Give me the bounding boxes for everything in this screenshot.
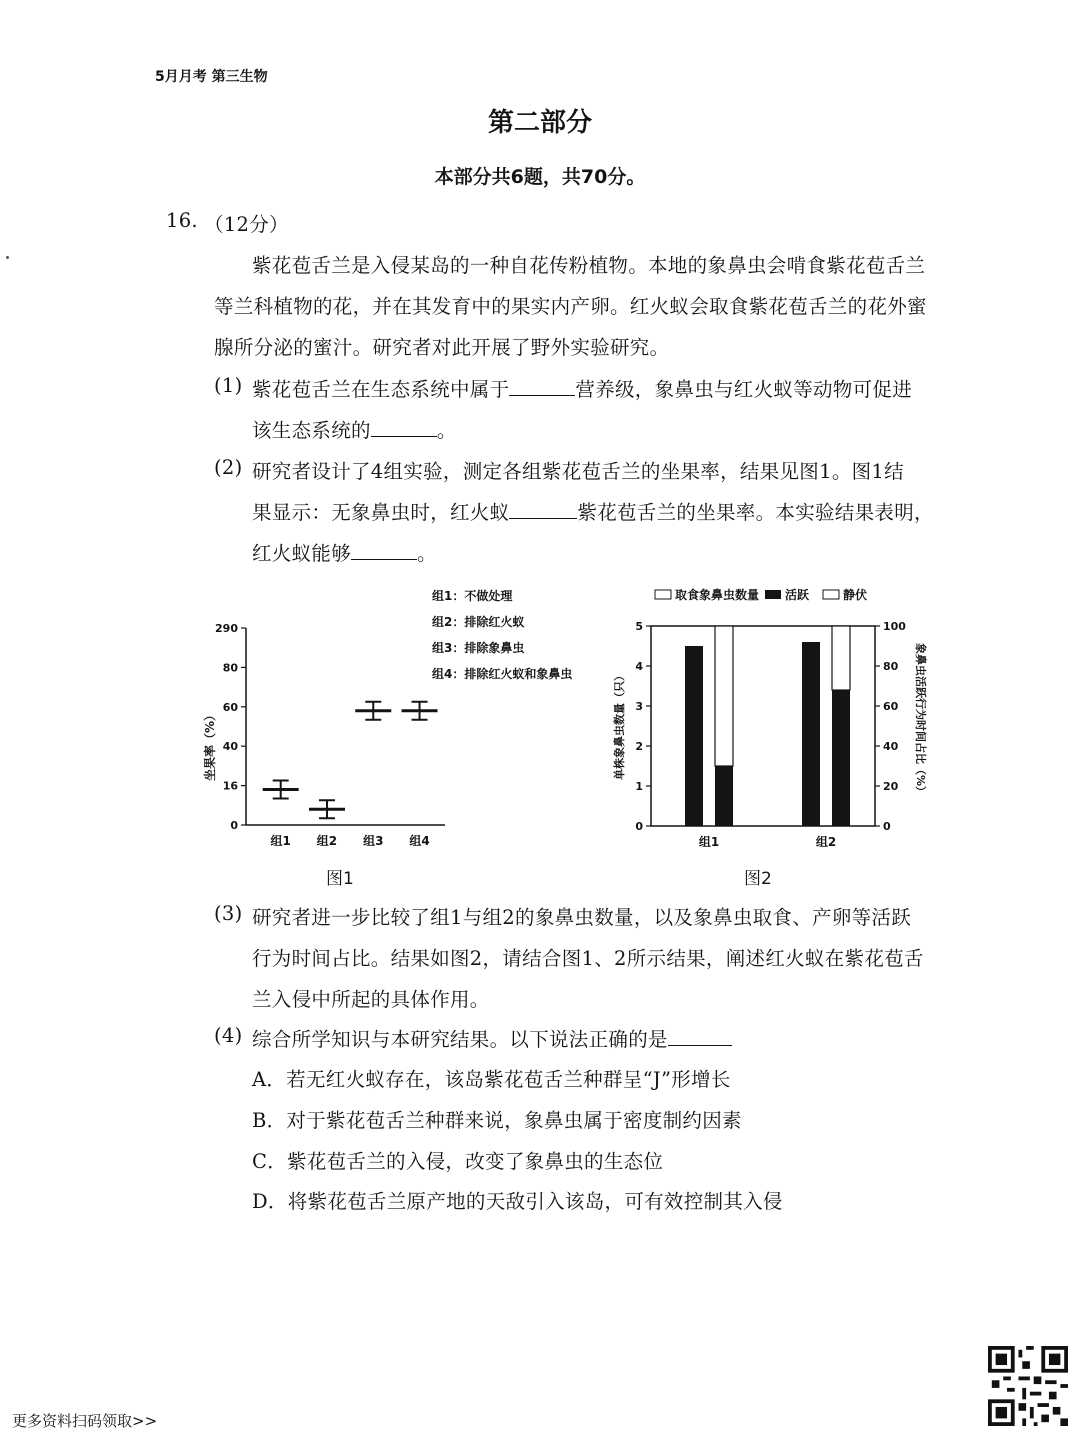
fig2-ylabel: 单株象鼻虫数量（只） (613, 670, 626, 780)
fig2-legend-swatch-rest (823, 590, 839, 599)
fig1-xtick-label: 组3 (363, 834, 384, 848)
fig1-xtick-label: 组1 (270, 834, 291, 848)
fig2-ytick-label: 0 (635, 820, 643, 833)
footer-link[interactable]: 更多资料扫码领取>> (12, 1412, 158, 1430)
figure-2 (605, 580, 935, 860)
intro-line-1: 紫花苞舌兰是入侵某岛的一种自花传粉植物。本地的象鼻虫会啃食紫花苞舌兰 (252, 254, 926, 277)
figure-1 (200, 580, 620, 860)
fig2-y2tick-label: 60 (883, 700, 899, 713)
fig2-legend-item: 取食象鼻虫数量 (675, 588, 760, 602)
intro-line-2: 等兰科植物的花，并在其发育中的果实内产卵。红火蚁会取食紫花苞舌兰的花外蜜 (214, 295, 927, 318)
fig2-ytick-label: 1 (635, 780, 643, 793)
fig1-legend-item: 组2：排除红火蚁 (432, 615, 525, 629)
fig2-ytick-label: 2 (635, 740, 643, 753)
fig2-count-bar (685, 646, 703, 826)
q2-text-a: 果显示：无象鼻虫时，红火蚁 (252, 501, 510, 524)
fig1-legend-item: 组4：排除红火蚁和象鼻虫 (432, 667, 573, 681)
q4-blank[interactable] (668, 1027, 732, 1046)
fig2-active-bar (832, 690, 850, 826)
q2-blank-1[interactable] (509, 500, 577, 519)
q2-text-c: 红火蚁能够 (252, 542, 352, 565)
fig2-ytick-label: 4 (635, 660, 643, 673)
scan-speck (6, 256, 9, 259)
q1-text-a: 紫花苞舌兰在生态系统中属于 (252, 378, 510, 401)
fig1-xtick-label: 组4 (409, 834, 430, 848)
q3-line-1: 研究者进一步比较了组1与组2的象鼻虫数量，以及象鼻虫取食、产卵等活跃 (252, 906, 912, 929)
fig2-y2tick-label: 40 (883, 740, 899, 753)
q2-blank-2[interactable] (351, 541, 417, 560)
fig2-active-bar (715, 766, 733, 826)
fig1-ylabel: 坐果率（%） (203, 708, 217, 782)
fig1-ytick-label: 290 (215, 622, 238, 635)
q1-text-d: 。 (436, 419, 457, 442)
qr-code-icon[interactable] (988, 1346, 1068, 1426)
q2-line-1: 研究者设计了4组实验，测定各组紫花苞舌兰的坐果率，结果见图1。图1结 (252, 460, 904, 483)
fig1-ytick-label: 40 (222, 740, 238, 754)
fig1-legend-item: 组1：不做处理 (432, 589, 513, 603)
fig2-caption: 图2 (744, 869, 772, 889)
q3-line-3: 兰入侵中所起的具体作用。 (252, 988, 490, 1011)
fig1-legend-item: 组3：排除象鼻虫 (432, 641, 525, 655)
q2-line-2 (252, 497, 934, 525)
q3-line-2: 行为时间占比。结果如图2，请结合图1、2所示结果，阐述红火蚁在紫花苞舌 (252, 947, 924, 970)
fig2-xtick-label: 组2 (815, 835, 837, 849)
fig1-xtick-label: 组2 (316, 834, 338, 848)
fig2-y2tick-label: 20 (883, 780, 899, 793)
fig2-y2tick-label: 100 (883, 620, 906, 633)
fig1-caption: 图1 (326, 869, 354, 889)
fig2-y2tick-label: 80 (883, 660, 899, 673)
q2-text-b: 紫花苞舌兰的坐果率。本实验结果表明， (577, 501, 934, 524)
q4-option-d[interactable]: D．将紫花苞舌兰原产地的天敌引入该岛，可有效控制其入侵 (252, 1190, 783, 1213)
fig1-ytick-label: 16 (222, 779, 238, 793)
q1-blank-1[interactable] (509, 377, 575, 396)
fig2-legend-item: 活跃 (785, 588, 810, 602)
q4-stem-text: 综合所学知识与本研究结果。以下说法正确的是 (252, 1028, 668, 1051)
q1-blank-2[interactable] (371, 418, 437, 437)
fig2-count-bar (802, 642, 820, 826)
fig1-ytick-label: 80 (222, 661, 238, 675)
fig2-legend-swatch-count (655, 590, 671, 599)
q1-label: (1) (214, 374, 243, 397)
fig1-ytick-label: 60 (222, 700, 238, 714)
fig2-rest-bar (715, 626, 733, 766)
q1-text-b: 营养级，象鼻虫与红火蚁等动物可促进 (575, 378, 913, 401)
q4-option-b[interactable]: B．对于紫花苞舌兰种群来说，象鼻虫属于密度制约因素 (252, 1109, 742, 1132)
question-number: 16. (166, 209, 198, 232)
section-title: 第二部分 (487, 108, 592, 138)
fig2-xtick-label: 组1 (698, 835, 720, 849)
fig1-ytick-label: 0 (230, 819, 238, 832)
q1-line-1 (252, 374, 912, 402)
question-points: （12分） (204, 213, 289, 236)
q2-line-3 (252, 538, 437, 566)
q4-label: (4) (214, 1024, 243, 1047)
q4-stem (252, 1024, 732, 1052)
running-header: 5月月考 第三生物 (155, 69, 268, 85)
intro-line-3: 腺所分泌的蜜汁。研究者对此开展了野外实验研究。 (214, 336, 670, 359)
fig2-y2tick-label: 0 (883, 820, 891, 833)
fig2-legend-swatch-active (765, 590, 781, 599)
fig2-rest-bar (832, 626, 850, 690)
q4-option-c[interactable]: C．紫花苞舌兰的入侵，改变了象鼻虫的生态位 (252, 1150, 664, 1173)
fig2-legend-item: 静伏 (843, 588, 868, 602)
q3-label: (3) (214, 902, 243, 925)
q2-text-d: 。 (417, 542, 437, 565)
section-subtitle: 本部分共6题，共70分。 (434, 166, 646, 188)
fig2-ytick-label: 5 (635, 620, 643, 633)
q1-text-c: 该生态系统的 (252, 419, 371, 442)
q4-option-a[interactable]: A．若无红火蚁存在，该岛紫花苞舌兰种群呈“J”形增长 (252, 1068, 731, 1091)
q2-label: (2) (214, 456, 243, 479)
fig2-y2label: 象鼻虫活跃行为时间占比（%） (914, 642, 927, 798)
q1-line-2 (252, 415, 457, 443)
fig2-ytick-label: 3 (635, 700, 643, 713)
